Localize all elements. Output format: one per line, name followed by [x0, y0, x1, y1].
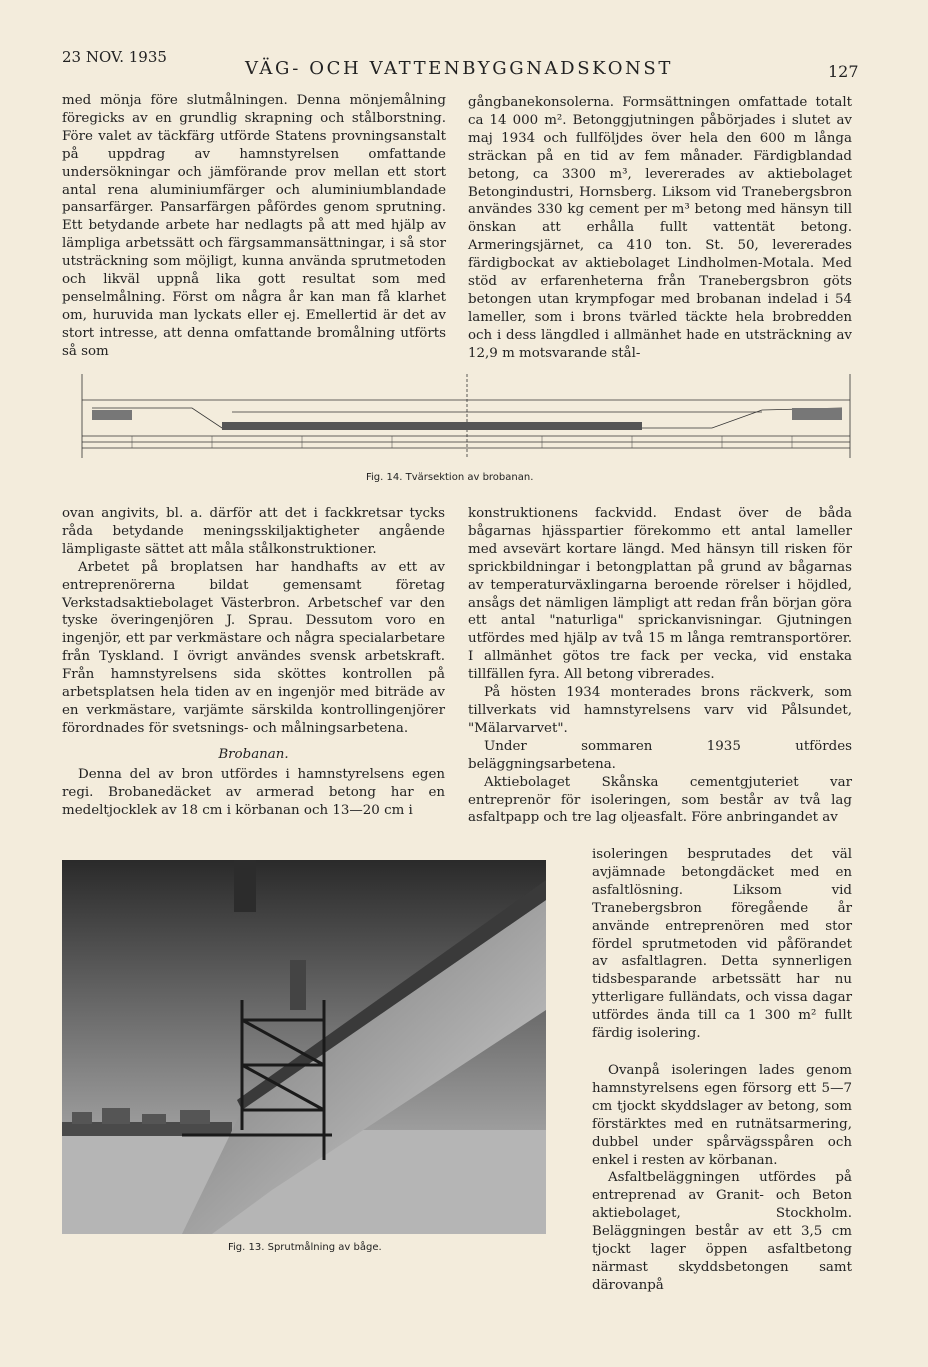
journal-title: VÄG- OCH VATTENBYGGNADSKONST — [245, 58, 673, 79]
paragraph: På hösten 1934 monterades brons räckverk, som tillverkats vid hamnstyrelsens varv vid Pålsundet, "Mälarvarvet". — [468, 685, 852, 736]
paragraph: ovan angivits, bl. a. därför att det i fackkretsar tycks råda betydande meningsskiljaktigheter angående lämpligaste sättet att måla stålkonstruktioner. — [62, 506, 445, 557]
paragraph: konstruktionens fackvidd. Endast över de båda bågarnas hjässpartier förekommo ett antal lameller med avsevärt kortare längd. Med hänsyn till risken för sprickbildningar i betongplattan på grund av bågarnas av temperaturväxlingarna beroende rörelser i höjdled, ansågs det nämligen lämpligt att redan från början göra ett antal "naturliga" sprickanvisningar. Gjutningen utfördes med hjälp av två 15 m långa remtransportörer. I allmänhet götos tre fack per vecka, vid enstaka tillfällen fyra. All betong vibrerades. — [468, 506, 852, 683]
top-right-column — [468, 94, 852, 363]
cross-section-drawing — [72, 368, 856, 462]
bottom-right-column — [468, 505, 852, 827]
top-right-paragraph: gångbanekonsolerna. Formsättningen omfattade totalt ca 14 000 m². Betonggjutningen påbörjades i slutet av maj 1934 och fullföljdes över hela den 600 m långa sträckan på en tid av fem månader. Färdigblandad betong, ca 3300 m³, levererades av aktiebolaget Betongindustri, Hornsberg. Liksom vid Tranebergsbron användes 330 kg cement per m³ betong med hänsyn till önskan att erhålla fullt vattentät betong. Armeringsjärnet, ca 410 ton. St. 50, levererades färdigbockat av aktiebolaget Lindholmen-Motala. Med stöd av erfarenheterna från Tranebergsbron göts betongen utan krympfogar med brobanan indelad i 54 lameller, som i brons tvärled täckte hela brobredden och i dess längdled i allmänhet hade en utsträckning av 12,9 m motsvarande stål- — [468, 95, 852, 361]
paragraph: Denna del av bron utfördes i hamnstyrelsens egen regi. Brobanedäcket av armerad betong har en medeltjocklek av 18 cm i körbanan och 13—20 cm i — [62, 766, 445, 818]
building — [102, 1108, 130, 1124]
section-heading: Brobanan. — [218, 746, 289, 762]
building — [72, 1112, 92, 1124]
paragraph: Aktiebolaget Skånska cementgjuteriet var entreprenör för isoleringen, som består av två lag asfaltpapp och tre lag oljeasfalt. Före anbringandet av — [468, 774, 852, 826]
building — [142, 1114, 166, 1124]
bottom-left-column — [62, 505, 445, 819]
paragraph: Ovanpå isoleringen lades genom hamnstyrelsens egen försorg ett 5—7 cm tjockt skyddslager av betong, som förstärktes med en rutnätsarmering, dubbel under spårvägsspåren och enkel i resten av körbanan. — [592, 1063, 852, 1168]
fig14-caption: Fig. 14. Tvärsektion av brobanan. — [366, 472, 534, 483]
worker-figure — [290, 960, 306, 1010]
paragraph: Asfaltbeläggningen utfördes på entreprenad av Granit- och Beton aktiebolaget, Stockholm. Beläggningen består av ett 3,5 cm tjockt lager öppen asfaltbetong närmast skyddsbetongen samt därovanpå — [592, 1170, 852, 1293]
top-left-column — [62, 92, 446, 361]
bottom-right-narrow-column — [592, 846, 852, 1043]
fig13-caption: Fig. 13. Sprutmålning av båge. — [228, 1242, 382, 1253]
paragraph: Arbetet på broplatsen har handhafts av ett av entreprenörerna bildat gemensamt företag Verkstadsaktiebolaget Västerbron. Arbetschef var den tyske överingenjören J. Sprau. Dessutom voro en ingenjör, ett par verkmästare och några specialarbetare från Tyskland. I övrigt användes svensk arbetskraft. Från hamnstyrelsens sida sköttes kontrollen på arbetsplatsen hela tiden av en ingenjör med biträde av en verkmästare, varjämte särskilda kontrollingenjörer förordnades för svetsnings- och målningsarbetena. — [62, 559, 445, 736]
building — [180, 1110, 210, 1124]
bridge-arch-painting-photo — [62, 860, 546, 1234]
issue-date: 23 NOV. 1935 — [62, 48, 167, 66]
curb-left — [92, 410, 132, 420]
bottom-right-narrow-column-lower — [592, 1062, 852, 1295]
curb-right — [792, 408, 842, 420]
top-left-paragraph: med mönja före slutmålningen. Denna mönjemålning föregicks av en grundlig skrapning och stålborstning. Före valet av täckfärg utförde Statens provningsanstalt på uppdrag av hamnstyrelsen omfattande undersökningar och jämförande prov mellan ett stort antal rena aluminiumfärger och aluminiumblandade pansarfärger. Pansarfärgen påfördes genom sprutning. Ett betydande arbete har nedlagts på att med hjälp av lämpliga arbetssätt och färgsammansättningar, i så stor utsträckning som möjligt, kunna använda sprutmetoden och likväl uppnå lika gott resultat som med penselmålning. Först om några år kan man få klarhet om, huruvida man lyckats eller ej. Emellertid är det av stort intresse, att denna omfattande bromålning utförts så som — [62, 93, 446, 359]
hanging-weight — [234, 860, 256, 912]
slab-section — [222, 422, 642, 430]
paragraph: Under sommaren 1935 utfördes beläggningsarbetena. — [468, 738, 852, 772]
page-number: 127 — [828, 62, 859, 81]
paragraph: isoleringen besprutades det väl avjämnade betongdäcket med en asfaltlösning. Liksom vid Tranebergsbron föregående år använde entreprenören med stor fördel sprutmetoden vid påförandet av asfaltlagren. Detta synnerligen tidsbesparande arbetssätt har nu ytterligare fulländats, och vissa dagar utfördes ända till ca 1 300 m² fullt färdig isolering. — [592, 847, 852, 1042]
